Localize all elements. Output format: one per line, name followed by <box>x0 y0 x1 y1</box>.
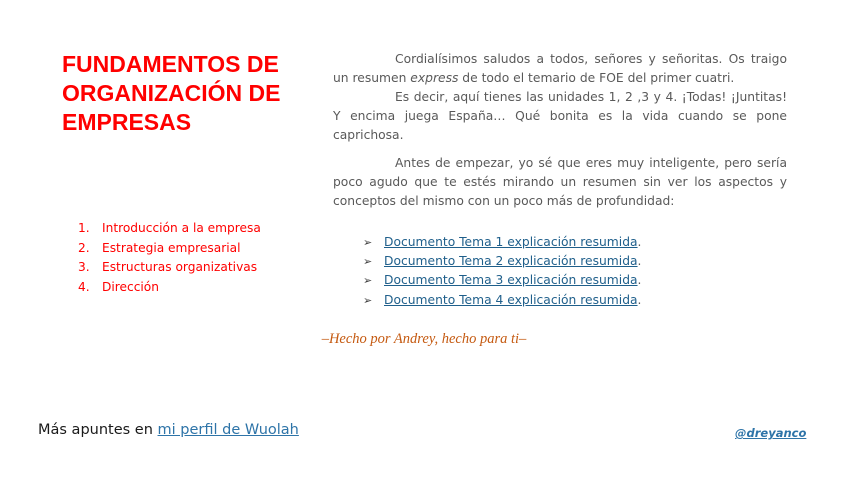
toc-number: 2. <box>78 240 90 255</box>
intro-text-segment: Cordialísimos saludos a todos, señores y señoritas. Os traigo un resumen <box>333 52 787 85</box>
toc-number: 3. <box>78 260 90 274</box>
toc-number: 4. <box>78 279 90 294</box>
toc-label: Introducción a la empresa <box>102 221 261 235</box>
toc-label: Dirección <box>102 279 159 294</box>
title-line: ORGANIZACIÓN DE <box>62 80 281 106</box>
arrow-bullet-icon: ➢ <box>363 293 373 307</box>
footer-more-notes <box>38 422 299 438</box>
toc-item <box>78 239 261 259</box>
document-links <box>363 233 641 310</box>
document-link-item <box>363 291 641 310</box>
document-tema-3-link[interactable]: Documento Tema 3 explicación resumida <box>384 273 638 288</box>
intro-paragraph <box>333 50 787 88</box>
toc-item <box>78 219 261 239</box>
intro-emphasis: express <box>410 71 459 85</box>
intro-paragraph: Antes de empezar, yo sé que eres muy inteligente, pero sería poco agudo que te estés mirando un resumen sin ver los aspectos y conceptos del mismo con un poco más de profundidad: <box>333 156 787 208</box>
link-suffix: . <box>637 254 642 269</box>
arrow-bullet-icon: ➢ <box>363 255 373 269</box>
toc-label: Estrategia empresarial <box>102 240 241 255</box>
document-title <box>62 50 312 137</box>
document-tema-4-link[interactable]: Documento Tema 4 explicación resumida <box>384 292 638 307</box>
intro-text-segment: de todo el temario de FOE del primer cuatri. <box>458 71 735 85</box>
footer-prefix: Más apuntes en <box>38 422 158 438</box>
document-link-item <box>363 271 641 290</box>
title-line: EMPRESAS <box>62 109 192 135</box>
link-suffix: . <box>637 235 642 249</box>
author-handle-link[interactable]: @dreyanco <box>735 426 807 440</box>
document-link-item <box>363 252 641 271</box>
document-tema-2-link[interactable]: Documento Tema 2 explicación resumida <box>384 254 638 269</box>
table-of-contents <box>78 219 261 297</box>
toc-number: 1. <box>78 221 90 235</box>
toc-item <box>78 278 261 298</box>
document-tema-1-link[interactable]: Documento Tema 1 explicación resumida <box>384 235 638 249</box>
intro-paragraph: Es decir, aquí tienes las unidades 1, 2 ,3 y 4. ¡Todas! ¡Juntitas! Y encima juega España… Qué bonita es la vida cuando se pone caprichosa. <box>333 90 787 142</box>
link-suffix: . <box>637 273 642 288</box>
arrow-bullet-icon: ➢ <box>363 274 373 288</box>
wuolah-profile-link[interactable]: mi perfil de Wuolah <box>157 422 299 438</box>
author-signature: –Hecho por Andrey, hecho para ti– <box>321 331 527 347</box>
intro-text <box>333 50 787 211</box>
toc-item <box>78 258 261 278</box>
link-suffix: . <box>637 292 642 307</box>
title-line: FUNDAMENTOS DE <box>62 51 279 77</box>
arrow-bullet-icon: ➢ <box>363 236 373 249</box>
toc-label: Estructuras organizativas <box>102 260 258 274</box>
document-link-item <box>363 233 641 252</box>
